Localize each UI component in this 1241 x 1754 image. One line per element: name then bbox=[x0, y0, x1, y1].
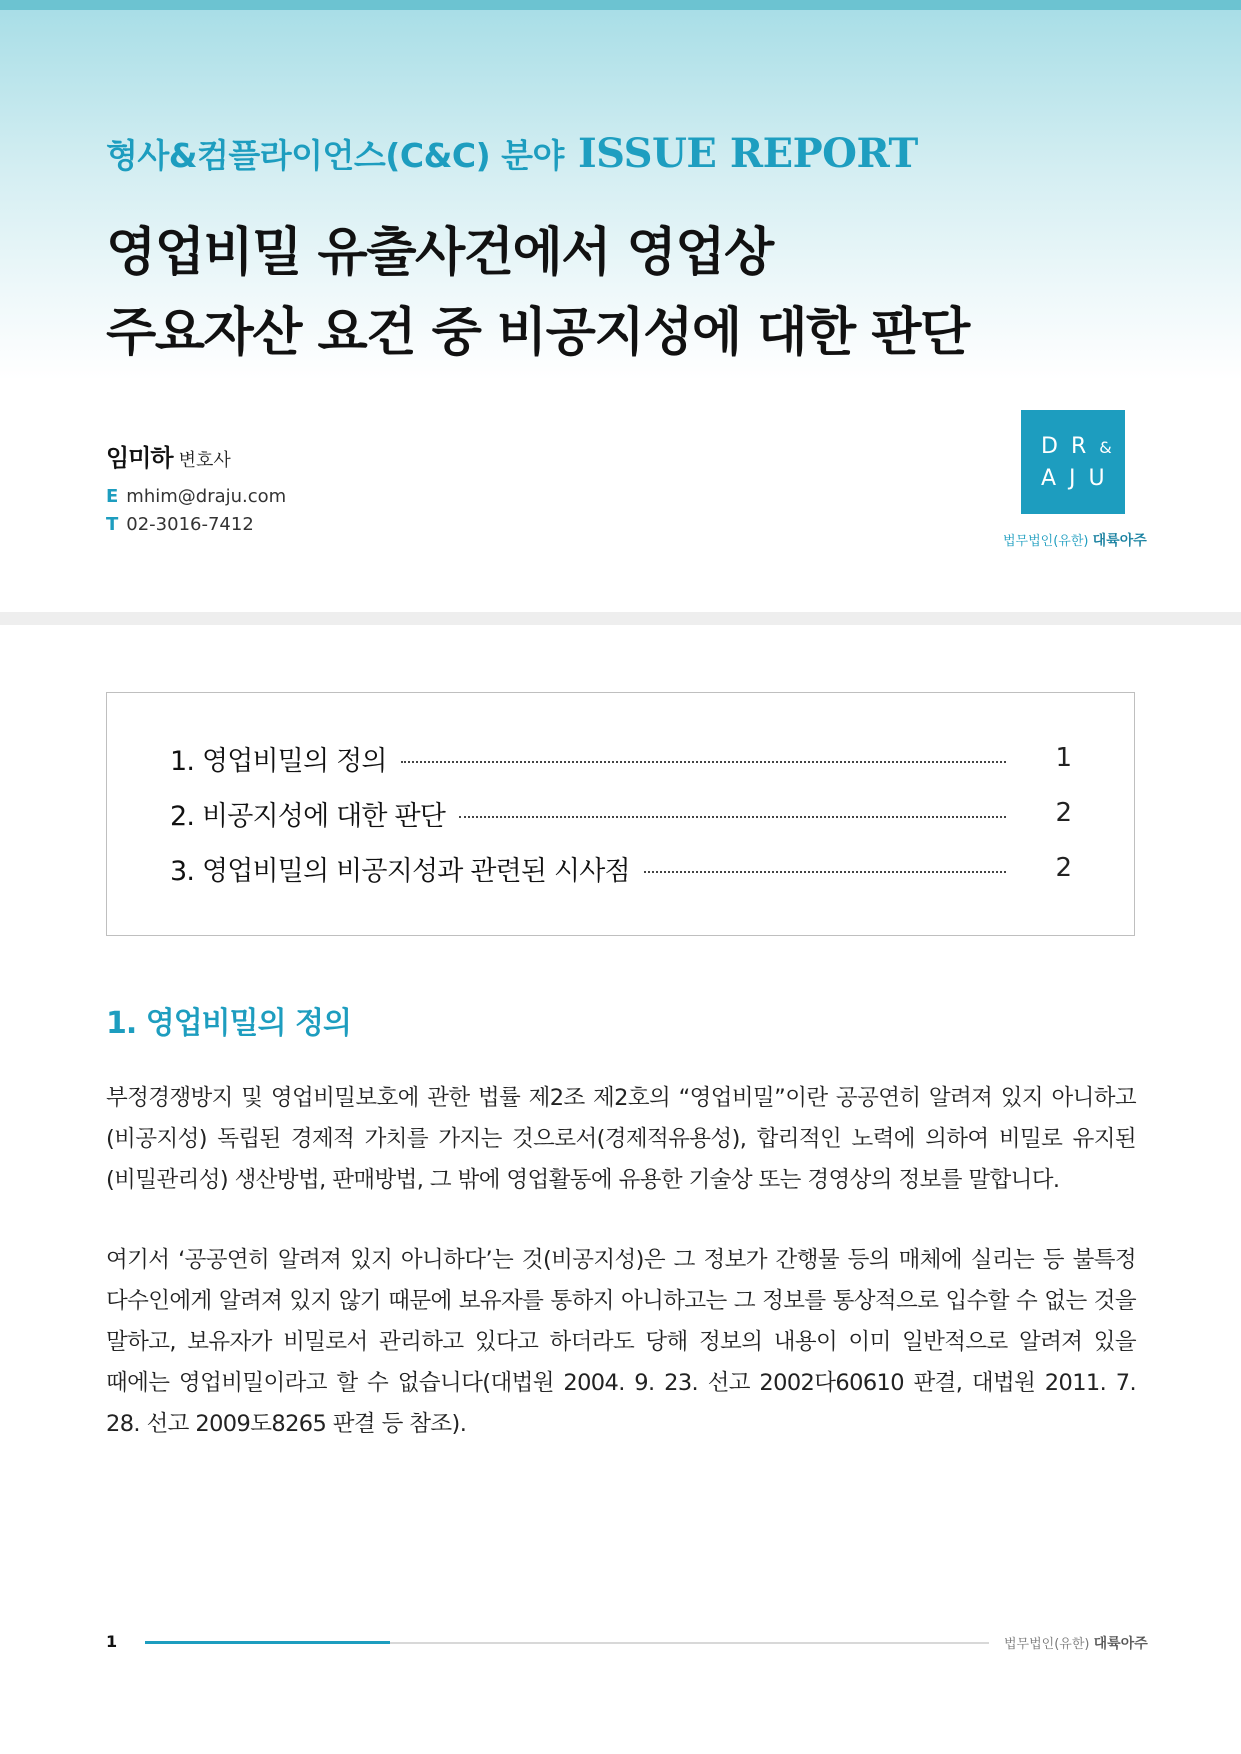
toc-item-label: 3. 영업비밀의 비공지성과 관련된 시사점 bbox=[170, 855, 630, 887]
title-line-1: 영업비밀 유출사건에서 영업상 bbox=[106, 223, 773, 283]
author-role: 변호사 bbox=[178, 450, 231, 471]
footer-firm-name bbox=[1004, 1633, 1148, 1653]
table-of-contents bbox=[106, 692, 1135, 936]
toc-item-page: 2 bbox=[1055, 853, 1072, 883]
footer-firm-label: 대륙아주 bbox=[1093, 1636, 1148, 1652]
section-1-paragraph-1: 부정경쟁방지 및 영업비밀보호에 관한 법률 제2조 제2호의 “영업비밀”이란 공공연히 알려져 있지 아니하고(비공지성) 독립된 경제적 가치를 가지는 것으로서(경제적유용성), 합리적인 노력에 의하여 비밀로 유지된(비밀관리성) 생산방법, 판매방법, 그 밖에 영업활동에 유용한 기술상 또는 경영상의 정보를 말합니다. bbox=[106, 1085, 1136, 1193]
author-block bbox=[106, 438, 231, 473]
report-category bbox=[106, 130, 918, 177]
firm-logo bbox=[1021, 410, 1125, 514]
toc-item-label: 2. 비공지성에 대한 판단 bbox=[170, 800, 446, 832]
page-title bbox=[106, 213, 969, 373]
phone-number: 02-3016-7412 bbox=[126, 514, 254, 535]
author-name: 임미하 bbox=[106, 444, 173, 472]
category-label: 형사&컴플라이언스(C&C) 분야 bbox=[106, 136, 564, 175]
issue-report-label: ISSUE REPORT bbox=[577, 130, 918, 177]
author-phone bbox=[106, 514, 254, 535]
toc-leader-dots bbox=[401, 761, 1006, 763]
section-1-paragraph-2: 여기서 ‘공공연히 알려져 있지 아니하다’는 것(비공지성)은 그 정보가 간행물 등의 매체에 실리는 등 불특정 다수인에게 알려져 있지 않기 때문에 보유자를 통하지 아니하고는 그 정보를 통상적으로 입수할 수 없는 것을 말하고, 보유자가 비밀로서 관리하고 있다고 하더라도 당해 정보의 내용이 이미 일반적으로 알려져 있을 때에는 영업비밀이라고 할 수 없습니다(대법원 2004. 9. 23. 선고 2002다60610 판결, 대법원 2011. 7. 28. 선고 2009도8265 판결 등 참조). bbox=[106, 1247, 1136, 1437]
email-label: E bbox=[106, 486, 119, 507]
section-1-heading: 1. 영업비밀의 정의 bbox=[106, 1006, 352, 1041]
logo-caption bbox=[1003, 530, 1147, 550]
logo-caption-prefix: 법무법인(유한) bbox=[1003, 534, 1089, 549]
header-divider bbox=[0, 612, 1241, 625]
toc-leader-dots bbox=[644, 871, 1006, 873]
toc-item-2[interactable] bbox=[170, 793, 1072, 833]
author-email bbox=[106, 486, 286, 507]
toc-leader-dots bbox=[459, 816, 1006, 818]
header-top-bar bbox=[0, 0, 1241, 10]
toc-item-label: 1. 영업비밀의 정의 bbox=[170, 745, 387, 777]
footer-firm-prefix: 법무법인(유한) bbox=[1004, 1637, 1090, 1652]
email-address[interactable]: mhim@draju.com bbox=[126, 486, 287, 507]
toc-item-page: 2 bbox=[1055, 798, 1072, 828]
logo-ampersand: & bbox=[1099, 438, 1112, 457]
logo-row-1: DR& bbox=[1041, 434, 1112, 459]
title-line-2: 주요자산 요건 중 비공지성에 대한 판단 bbox=[106, 303, 969, 363]
toc-item-3[interactable] bbox=[170, 848, 1072, 888]
toc-item-page: 1 bbox=[1055, 743, 1072, 773]
logo-row-2: AJU bbox=[1041, 466, 1118, 491]
page-number: 1 bbox=[106, 1632, 118, 1651]
logo-caption-name: 대륙아주 bbox=[1092, 533, 1147, 549]
phone-label: T bbox=[106, 514, 119, 535]
toc-item-1[interactable] bbox=[170, 738, 1072, 778]
footer-rule-accent bbox=[145, 1641, 390, 1644]
